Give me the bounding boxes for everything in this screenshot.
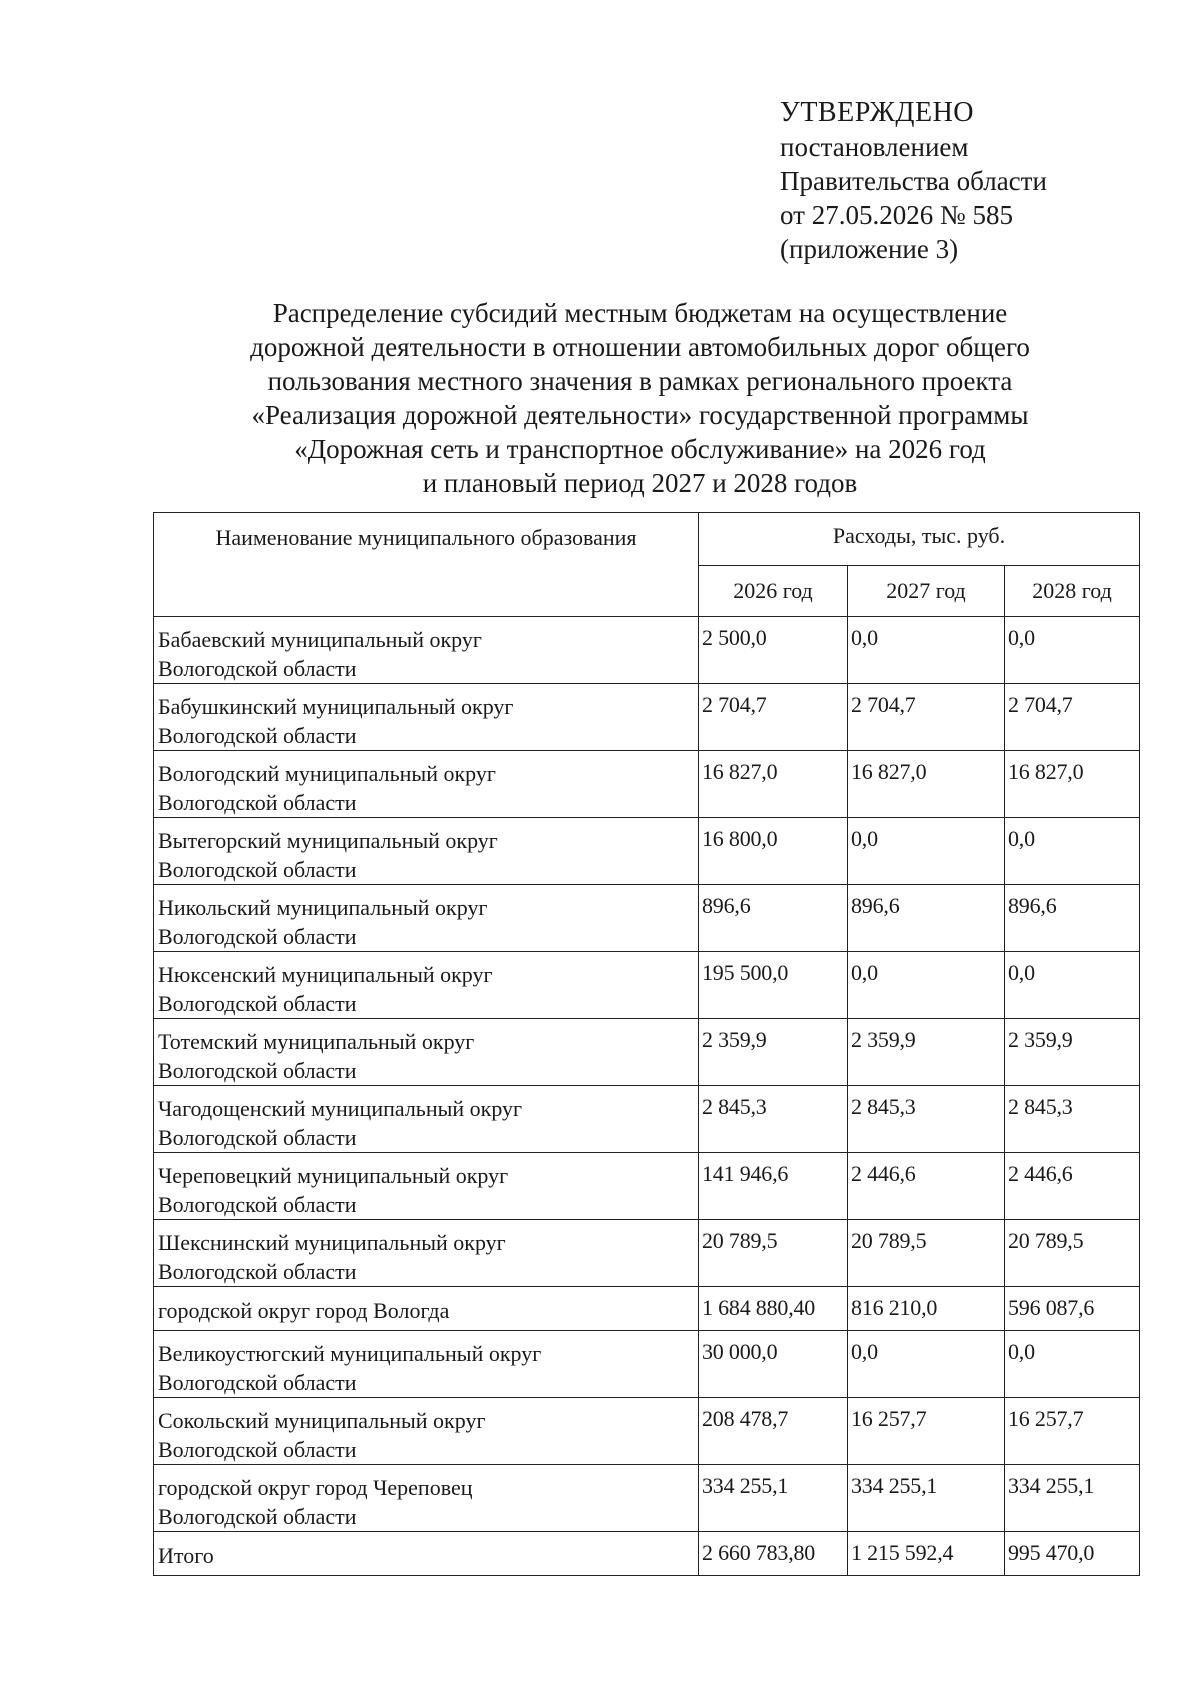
value-2028: 2 359,9 [1005, 1019, 1140, 1086]
value-2028: 20 789,5 [1005, 1220, 1140, 1287]
table-row [154, 1398, 1140, 1465]
header-name: Наименование муниципального образования [154, 513, 699, 617]
title-line-2: дорожной деятельности в отношении автомобильных дорог общего [250, 332, 1030, 362]
value-2027: 0,0 [848, 617, 1005, 684]
municipality-name: Никольский муниципальный округ Вологодской области [154, 885, 699, 952]
value-2026: 208 478,7 [699, 1398, 848, 1465]
title-line-6: и плановый период 2027 и 2028 годов [422, 468, 858, 498]
value-2026: 20 789,5 [699, 1220, 848, 1287]
approval-line-1: постановлением [780, 132, 969, 162]
total-2027: 1 215 592,4 [848, 1532, 1005, 1576]
municipality-name: Тотемский муниципальный округ Вологодской области [154, 1019, 699, 1086]
value-2026: 2 500,0 [699, 617, 848, 684]
total-label: Итого [154, 1532, 699, 1576]
header-year-2026: 2026 год [699, 566, 848, 617]
municipality-name: городской округ город Череповец Вологодской области [154, 1465, 699, 1532]
approval-line-3: от 27.05.2026 № 585 [780, 200, 1013, 230]
value-2027: 334 255,1 [848, 1465, 1005, 1532]
municipality-name: Чагодощенский муниципальный округ Вологодской области [154, 1086, 699, 1153]
value-2027: 2 845,3 [848, 1086, 1005, 1153]
document-title [200, 296, 1080, 500]
value-2028: 596 087,6 [1005, 1287, 1140, 1331]
table-row [154, 885, 1140, 952]
total-2028: 995 470,0 [1005, 1532, 1140, 1576]
header-expenses: Расходы, тыс. руб. [699, 513, 1140, 566]
municipality-name: Шекснинский муниципальный округ Вологодской области [154, 1220, 699, 1287]
value-2028: 896,6 [1005, 885, 1140, 952]
value-2026: 2 359,9 [699, 1019, 848, 1086]
table-row [154, 1019, 1140, 1086]
table-row [154, 952, 1140, 1019]
municipality-name: Сокольский муниципальный округ Вологодской области [154, 1398, 699, 1465]
municipality-name: Бабаевский муниципальный округ Вологодской области [154, 617, 699, 684]
value-2026: 2 704,7 [699, 684, 848, 751]
table-row [154, 1331, 1140, 1398]
title-line-1: Распределение субсидий местным бюджетам на осуществление [272, 298, 1008, 328]
title-line-5: «Дорожная сеть и транспортное обслуживание» на 2026 год [294, 434, 986, 464]
value-2028: 334 255,1 [1005, 1465, 1140, 1532]
value-2028: 0,0 [1005, 818, 1140, 885]
value-2026: 30 000,0 [699, 1331, 848, 1398]
value-2027: 0,0 [848, 1331, 1005, 1398]
value-2028: 16 257,7 [1005, 1398, 1140, 1465]
title-line-4: «Реализация дорожной деятельности» государственной программы [251, 400, 1029, 430]
municipality-name: Череповецкий муниципальный округ Вологодской области [154, 1153, 699, 1220]
table-row [154, 818, 1140, 885]
value-2028: 16 827,0 [1005, 751, 1140, 818]
value-2026: 1 684 880,40 [699, 1287, 848, 1331]
municipality-name: Вологодский муниципальный округ Вологодской области [154, 751, 699, 818]
value-2027: 0,0 [848, 818, 1005, 885]
value-2028: 2 704,7 [1005, 684, 1140, 751]
title-line-3: пользования местного значения в рамках регионального проекта [267, 366, 1013, 396]
municipality-name: Великоустюгский муниципальный округ Вологодской области [154, 1331, 699, 1398]
value-2027: 16 257,7 [848, 1398, 1005, 1465]
value-2028: 0,0 [1005, 952, 1140, 1019]
value-2026: 896,6 [699, 885, 848, 952]
total-row [154, 1532, 1140, 1576]
table-row [154, 617, 1140, 684]
header-year-2027: 2027 год [848, 566, 1005, 617]
approval-line-4: (приложение 3) [780, 234, 959, 264]
value-2028: 2 446,6 [1005, 1153, 1140, 1220]
table-row [154, 1465, 1140, 1532]
municipality-name: Вытегорский муниципальный округ Вологодской области [154, 818, 699, 885]
value-2027: 2 446,6 [848, 1153, 1005, 1220]
value-2026: 2 845,3 [699, 1086, 848, 1153]
value-2027: 16 827,0 [848, 751, 1005, 818]
total-2026: 2 660 783,80 [699, 1532, 848, 1576]
value-2026: 141 946,6 [699, 1153, 848, 1220]
value-2026: 16 800,0 [699, 818, 848, 885]
value-2027: 816 210,0 [848, 1287, 1005, 1331]
table-row [154, 684, 1140, 751]
table-row [154, 1287, 1140, 1331]
municipality-name: Нюксенский муниципальный округ Вологодской области [154, 952, 699, 1019]
value-2027: 0,0 [848, 952, 1005, 1019]
subsidy-table [153, 512, 1140, 1576]
table-row [154, 1220, 1140, 1287]
value-2027: 2 359,9 [848, 1019, 1005, 1086]
value-2026: 334 255,1 [699, 1465, 848, 1532]
value-2026: 16 827,0 [699, 751, 848, 818]
value-2028: 2 845,3 [1005, 1086, 1140, 1153]
table-row [154, 1086, 1140, 1153]
table-row [154, 1153, 1140, 1220]
approval-line-2: Правительства области [780, 166, 1047, 196]
value-2027: 20 789,5 [848, 1220, 1005, 1287]
approval-stamp [780, 96, 1047, 266]
municipality-name: городской округ город Вологда [154, 1287, 699, 1331]
value-2026: 195 500,0 [699, 952, 848, 1019]
value-2027: 2 704,7 [848, 684, 1005, 751]
value-2028: 0,0 [1005, 617, 1140, 684]
table-row [154, 751, 1140, 818]
value-2027: 896,6 [848, 885, 1005, 952]
approval-heading: УТВЕРЖДЕНО [780, 97, 975, 128]
value-2028: 0,0 [1005, 1331, 1140, 1398]
header-year-2028: 2028 год [1005, 566, 1140, 617]
municipality-name: Бабушкинский муниципальный округ Вологодской области [154, 684, 699, 751]
